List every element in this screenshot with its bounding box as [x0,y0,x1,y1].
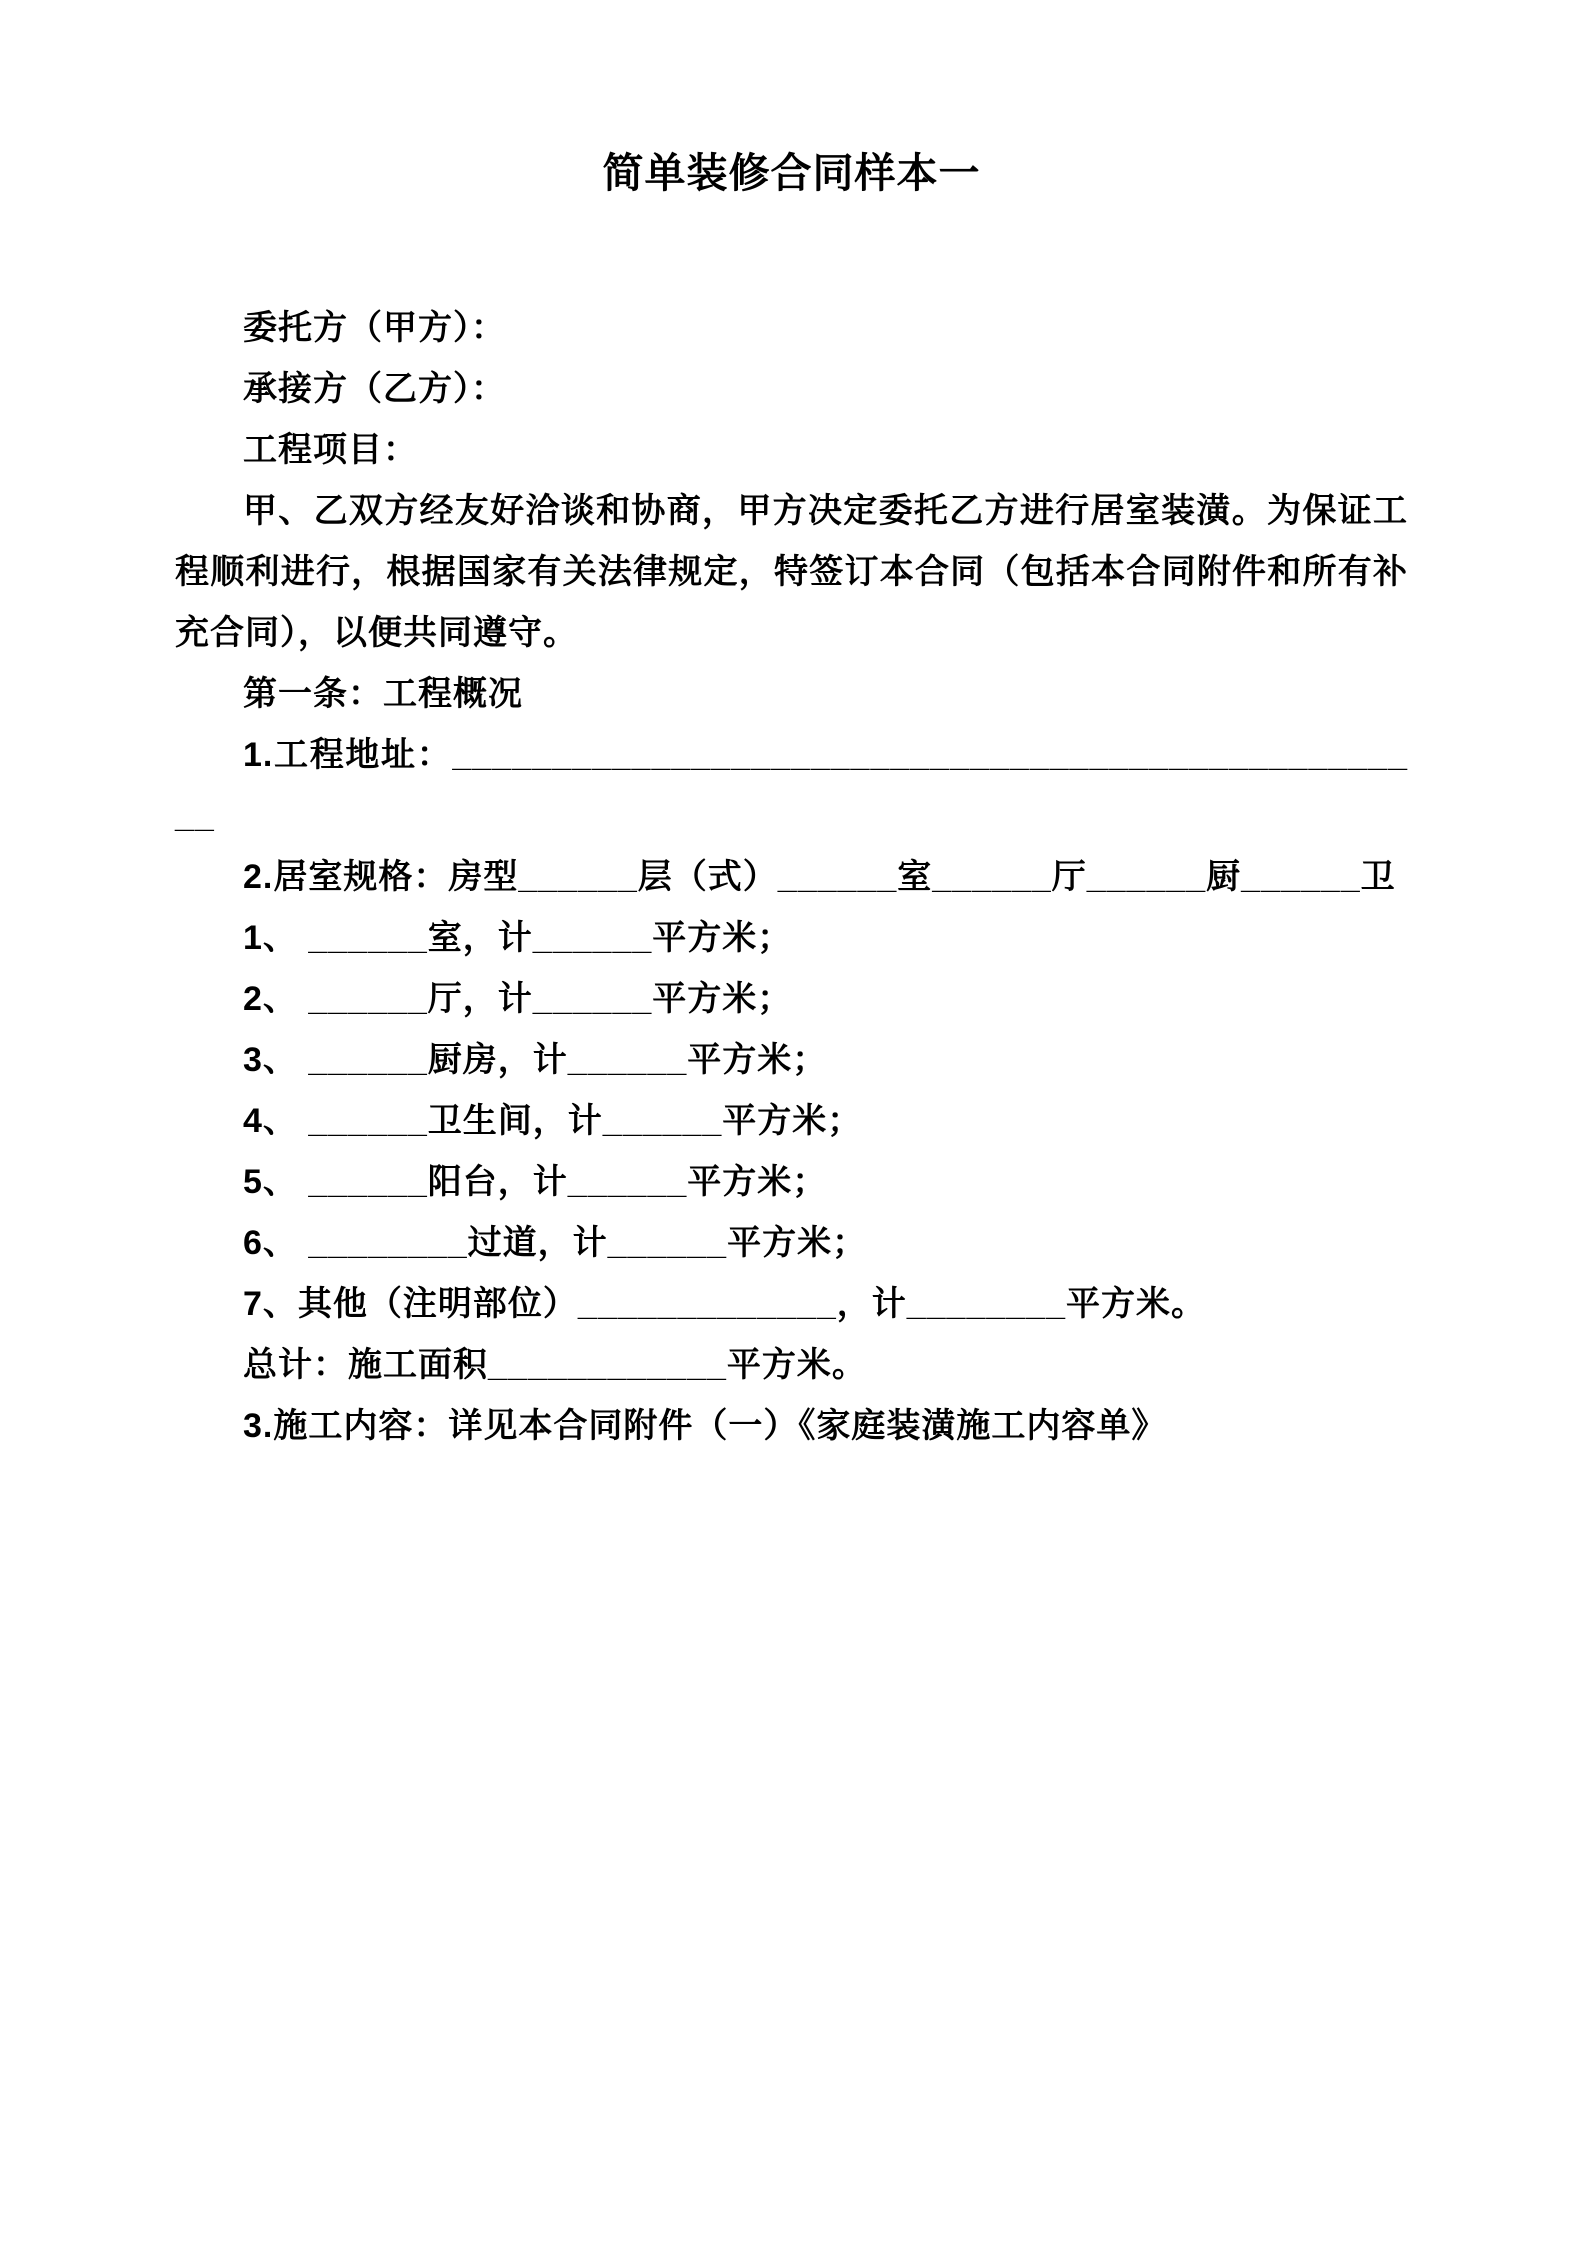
document-title: 简单装修合同样本一 [602,150,981,196]
paragraph-preamble: 甲、乙双方经友好洽谈和协商，甲方决定委托乙方进行居室装潢。为保证工程顺利进行，根据国家有关法律规定，特签订本合同（包括本合同附件和所有补充合同），以便共同遵守。 [175,492,1408,652]
contract-body [175,298,1408,1457]
heading-article-1: 第一条：工程概况 [243,675,523,713]
line-item-4-bathroom: 4、 ______卫生间，计______平方米； [243,1102,863,1140]
line-item-1-room: 1、 ______室，计______平方米； [243,919,793,957]
line-construction-content: 3.施工内容：详见本合同附件（一）《家庭装潢施工内容单》 [243,1407,1167,1445]
paragraph-contracting-party: 承接方（乙方）： [243,370,506,408]
paragraph-project-item: 工程项目： [243,431,418,469]
line-item-2-hall: 2、 ______厅，计______平方米； [243,980,793,1018]
line-item-3-kitchen: 3、 ______厨房，计______平方米； [243,1041,828,1079]
paragraph-entrusting-party: 委托方（甲方）： [243,309,506,347]
line-total-area: 总计：施工面积____________平方米。 [243,1346,867,1384]
line-item-6-corridor: 6、 ________过道，计______平方米； [243,1224,868,1262]
line-room-specs: 2.居室规格：房型______层（式）______室______厅______厨______卫 [243,858,1396,896]
line-item-7-other: 7、其他（注明部位）_____________，计________平方米。 [243,1285,1207,1323]
line-project-address: 1.工程地址：__________________________________________________ [175,736,1408,835]
line-item-5-balcony: 5、 ______阳台，计______平方米； [243,1163,828,1201]
